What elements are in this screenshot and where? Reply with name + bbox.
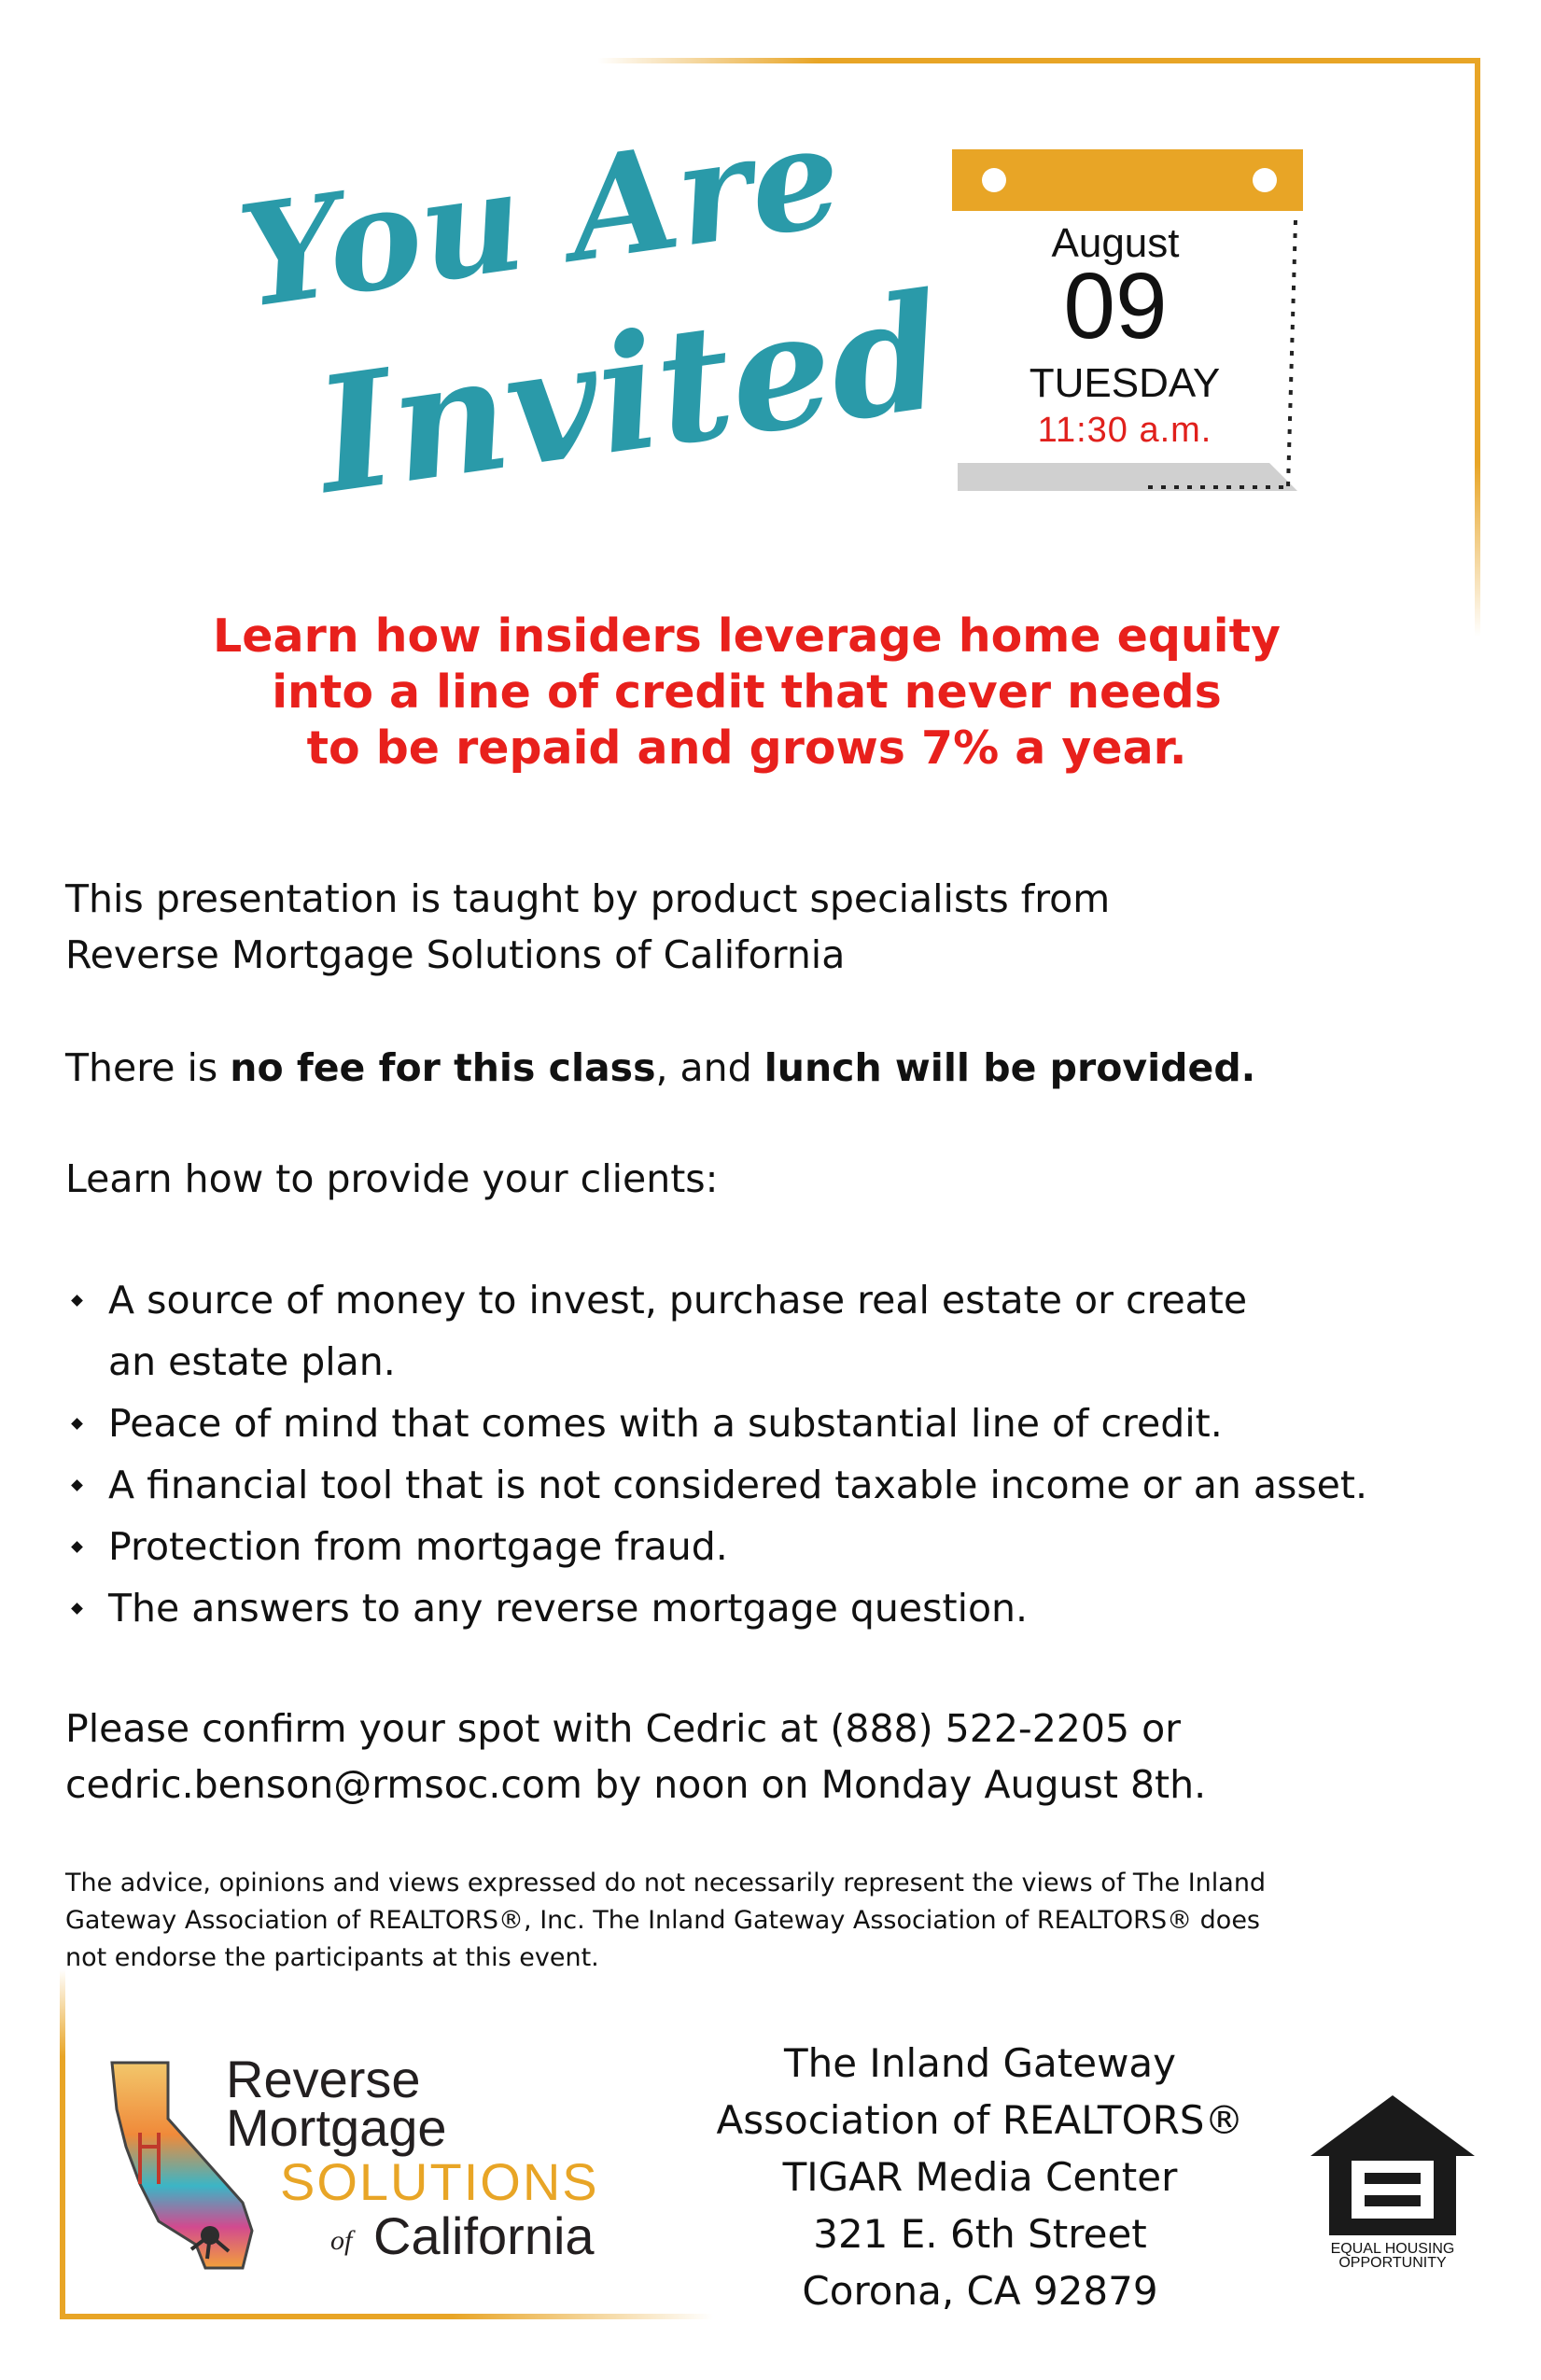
address-line: TIGAR Media Center [782, 2154, 1178, 2200]
invited-line2: Invited [306, 258, 954, 530]
equal-housing-logo [1307, 2091, 1478, 2277]
invited-line1: You Are [230, 93, 850, 341]
bullet-icon [71, 1418, 83, 1430]
list-item-text: A financial tool that is not considered taxable income or an asset. [108, 1463, 1368, 1507]
learn-intro [65, 1151, 718, 1207]
address-line: Association of REALTORS® [716, 2097, 1244, 2143]
calendar-day: 09 [1063, 254, 1168, 358]
fee-text: There is [65, 1045, 231, 1090]
accent-frame-bottom [60, 2314, 713, 2319]
list-item [65, 1577, 1484, 1639]
calendar-weekday: TUESDAY [1029, 360, 1221, 406]
list-item-text: Peace of mind that comes with a substantial line of credit. [108, 1401, 1223, 1446]
event-calendar [952, 149, 1307, 495]
disclaimer-line: The advice, opinions and views expressed do not necessarily represent the views of The Inland [65, 1869, 1267, 1897]
intro-paragraph [65, 871, 1110, 983]
list-item [65, 1393, 1484, 1454]
address-line: Corona, CA 92879 [802, 2268, 1158, 2314]
benefits-list [65, 1269, 1484, 1639]
equal-housing-text: EQUAL HOUSING [1330, 2241, 1455, 2257]
list-item-text: A source of money to invest, purchase real estate or create [108, 1278, 1248, 1323]
headline-line: to be repaid and grows 7% a year. [306, 721, 1187, 775]
headline [75, 609, 1419, 777]
calendar-ring-icon [1253, 168, 1277, 192]
lunch-highlight: lunch will be provided. [763, 1045, 1256, 1090]
venue-address [653, 2035, 1307, 2319]
bullet-icon [71, 1603, 83, 1615]
list-item-text: Protection from mortgage fraud. [108, 1524, 728, 1569]
house-icon [1307, 2091, 1478, 2240]
list-item-text: The answers to any reverse mortgage question. [108, 1586, 1029, 1631]
calendar-time: 11:30 a.m. [1037, 411, 1212, 450]
list-item [65, 1516, 1484, 1577]
accent-frame-left [60, 1969, 65, 2319]
logo-word-of: of [330, 2225, 353, 2256]
fee-text: , and [655, 1045, 764, 1090]
list-item [65, 1454, 1484, 1516]
company-logo [103, 2044, 663, 2287]
calendar-header [952, 149, 1303, 211]
calendar-month: August [1051, 220, 1180, 266]
calendar-ring-icon [982, 168, 1006, 192]
intro-line: Reverse Mortgage Solutions of California [65, 932, 846, 977]
bullet-icon [71, 1295, 83, 1307]
rsvp-paragraph [65, 1701, 1206, 1813]
address-line: The Inland Gateway [783, 2040, 1177, 2086]
fee-highlight: no fee for this class [230, 1045, 656, 1090]
bullet-icon [71, 1479, 83, 1491]
equal-housing-text: OPPORTUNITY [1338, 2255, 1447, 2271]
disclaimer-line: not endorse the participants at this event. [65, 1943, 599, 1972]
logo-word-california: California [373, 2206, 595, 2265]
headline-line: Learn how insiders leverage home equity [213, 609, 1281, 663]
rsvp-line: Please confirm your spot with Cedric at (888) 522-2205 or [65, 1706, 1182, 1751]
accent-frame-right [1475, 58, 1480, 637]
logo-word-solutions: SOLUTIONS [280, 2152, 599, 2211]
list-item [65, 1269, 1484, 1393]
intro-line: This presentation is taught by product specialists from [65, 876, 1111, 921]
logo-word-reverse: Reverse [226, 2050, 421, 2108]
headline-line: into a line of credit that never needs [272, 665, 1222, 719]
disclaimer [65, 1865, 1484, 1977]
accent-frame-top [597, 58, 1480, 63]
address-line: 321 E. 6th Street [813, 2211, 1147, 2257]
fee-paragraph [65, 1040, 1255, 1096]
rsvp-line: cedric.benson@rmsoc.com by noon on Monday August 8th. [65, 1762, 1207, 1807]
disclaimer-line: Gateway Association of REALTORS®, Inc. The Inland Gateway Association of REALTORS® does [65, 1906, 1260, 1935]
bullet-icon [71, 1541, 83, 1553]
you-are-invited-lettering [224, 93, 954, 530]
learn-intro-text: Learn how to provide your clients: [65, 1156, 719, 1201]
logo-word-mortgage: Mortgage [226, 2098, 447, 2157]
list-item-text: an estate plan. [108, 1339, 396, 1384]
